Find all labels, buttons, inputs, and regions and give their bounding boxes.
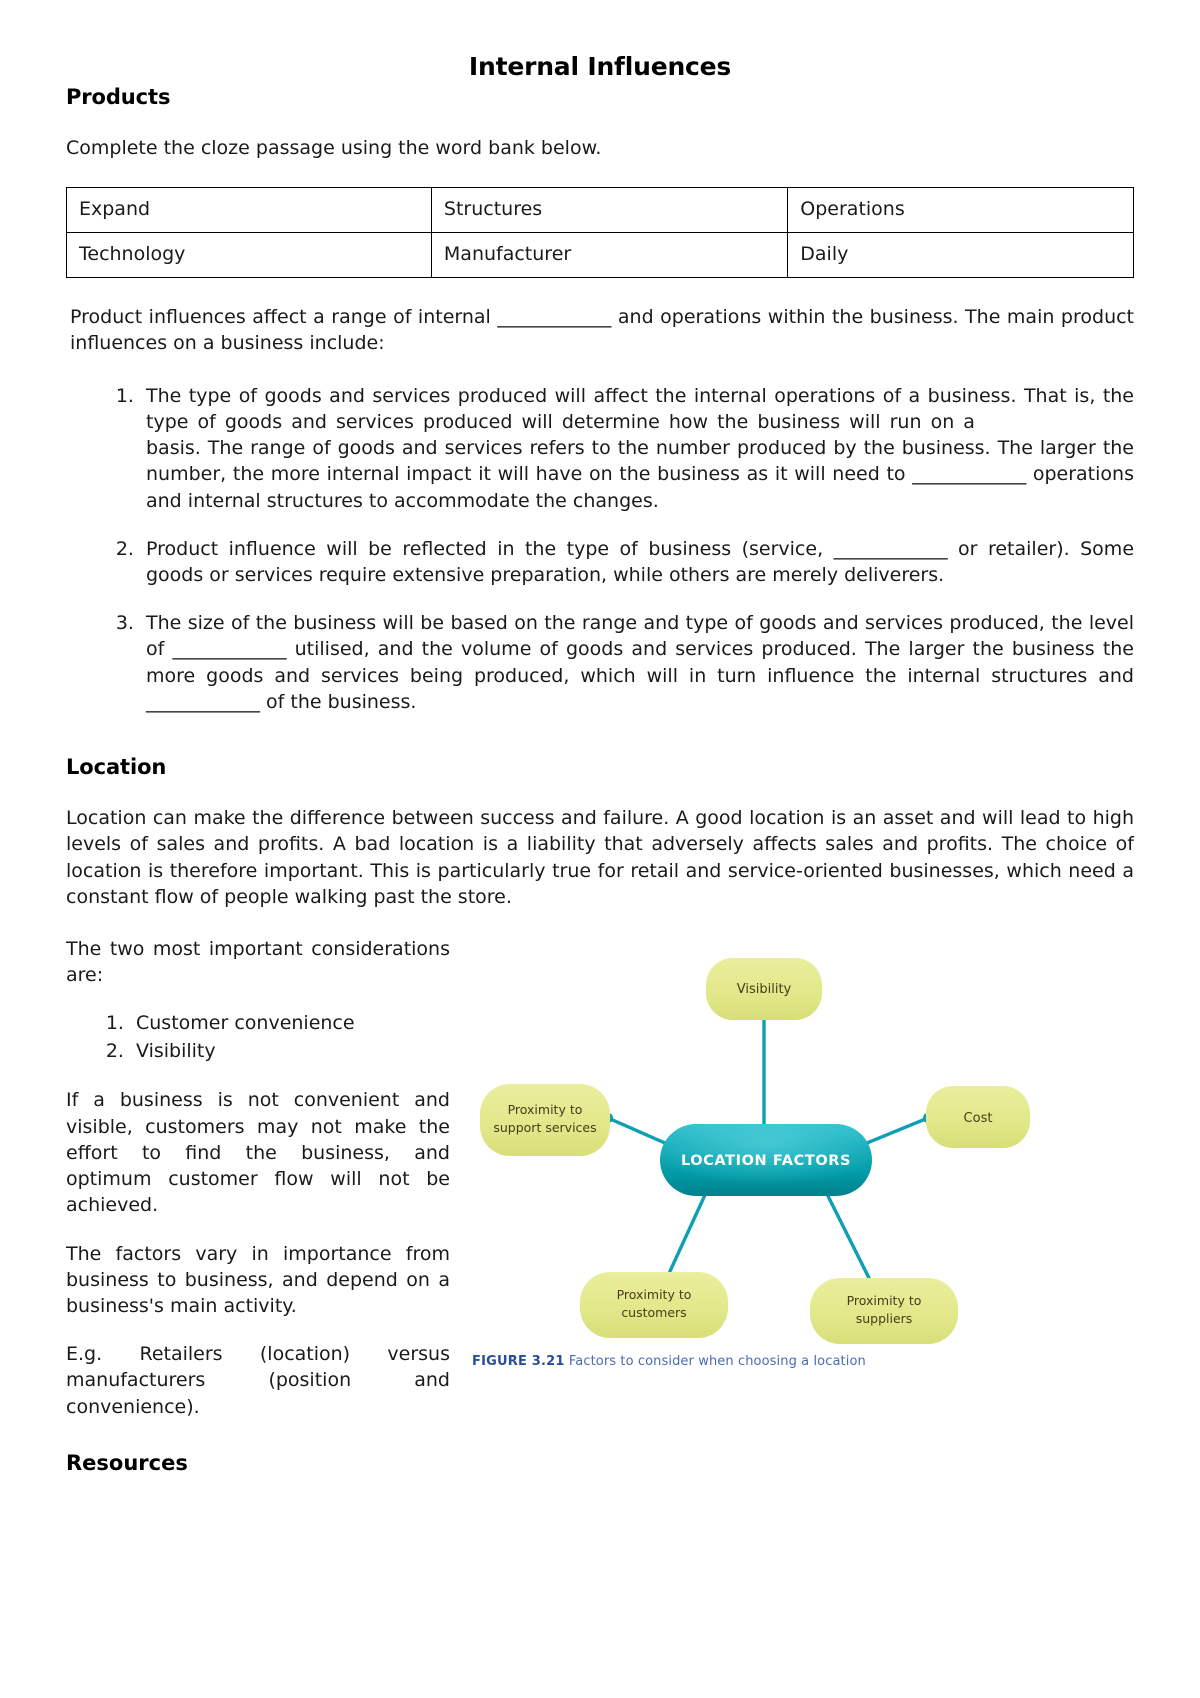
item2-part1: Product influence will be reflected in the type of business (service, — [146, 537, 834, 560]
item3-part1: The size of the business will be based on the range and type of goods and services produced, the level of — [146, 612, 1134, 661]
cloze-blank: ____________ — [172, 638, 287, 661]
list-item — [140, 610, 1134, 715]
word-bank-cell: Daily — [788, 233, 1134, 278]
word-bank-cell: Expand — [67, 188, 432, 233]
mind-map-diagram — [458, 936, 1058, 1356]
location-factors-figure — [458, 936, 1058, 1369]
node-label-visibility: Visibility — [736, 981, 792, 997]
resources-heading: Resources — [66, 1451, 188, 1476]
word-bank-cell: Manufacturer — [431, 233, 787, 278]
products-intro-paragraph — [66, 304, 1134, 356]
item3-part2: utilised, and the volume of goods and services produced. The larger the business the more goods and services being produced, which will in turn influence the internal structures and — [146, 638, 1134, 687]
location-text-column — [66, 936, 450, 1442]
node-label-suppliers-line1: Proximity to — [846, 1292, 922, 1308]
item1-part3: operations and internal structures to accommodate the changes. — [146, 463, 1134, 512]
word-bank-cell: Operations — [788, 188, 1134, 233]
item1-part2: basis. The range of goods and services refers to the number produced by the business. The larger the number, the more internal impact it will have on the business as it will need to — [146, 437, 1134, 486]
node-proximity-customers — [580, 1272, 728, 1338]
node-label-support-services-line2: support services — [493, 1119, 597, 1135]
cloze-blank: ____________ — [833, 537, 948, 560]
node-label-suppliers-line2: suppliers — [855, 1310, 913, 1326]
node-label-customers-line1: Proximity to — [616, 1286, 692, 1302]
node-visibility — [706, 958, 822, 1020]
intro-text-before: Product influences affect a range of internal — [70, 306, 498, 329]
table-row — [67, 188, 1134, 233]
word-bank-cell: Technology — [67, 233, 432, 278]
figure-caption — [472, 1354, 1058, 1369]
item2-part2: or retailer). Some goods or services require extensive preparation, while others are merely deliverers. — [146, 537, 1135, 586]
node-proximity-support-services — [480, 1084, 610, 1156]
product-influences-list — [66, 383, 1134, 715]
cloze-blank: ____________ — [912, 463, 1027, 486]
node-location-factors-center — [660, 1124, 872, 1196]
node-label-customers-line2: customers — [621, 1304, 687, 1320]
item3-part3: of the business. — [260, 690, 417, 713]
location-paragraph-2: The two most important considerations are: — [66, 937, 450, 987]
node-label-support-services-line1: Proximity to — [507, 1101, 583, 1117]
page-title: Internal Influences — [468, 52, 732, 81]
location-content-columns — [66, 936, 1134, 1442]
item1-part1: The type of goods and services produced will affect the internal operations of a business. That is, the type of goods and services produced will determine how the business will run on a — [146, 384, 1134, 433]
location-paragraph-5: E.g. Retailers (location) versus manufacturers (position and convenience). — [66, 1343, 450, 1418]
center-node-label: LOCATION FACTORS — [680, 1152, 852, 1169]
intro-text-after: and operations within the business. The main product influences on a business include: — [70, 306, 1135, 355]
word-bank-cell: Structures — [431, 188, 787, 233]
node-proximity-suppliers — [810, 1278, 958, 1344]
figure-number: FIGURE 3.21 — [472, 1353, 565, 1369]
location-figure-column — [450, 936, 1134, 1369]
list-item — [140, 536, 1134, 588]
node-label-cost: Cost — [963, 1110, 993, 1126]
list-item — [140, 383, 1134, 514]
location-paragraph-3: If a business is not convenient and visible, customers may not make the effort to find the business, and optimum customer flow will not be achieved. — [66, 1089, 450, 1217]
considerations-list — [66, 1010, 450, 1065]
cloze-blank: ____________ — [146, 690, 260, 713]
word-bank-table — [66, 187, 1134, 278]
list-item: 2. Visibility — [130, 1038, 450, 1066]
figure-caption-text: Factors to consider when choosing a location — [568, 1353, 866, 1369]
table-row — [67, 233, 1134, 278]
location-paragraph-4: The factors vary in importance from business to business, and depend on a business's main activity. — [66, 1242, 450, 1317]
list-item: 1. Customer convenience — [130, 1010, 450, 1038]
location-heading: Location — [66, 755, 167, 780]
products-instruction: Complete the cloze passage using the word bank below. — [66, 137, 602, 159]
location-paragraph-1: Location can make the difference between success and failure. A good location is an asset and will lead to high levels of sales and profits. A bad location is a liability that adversely affects sales and profits. The choice of location is therefore important. This is particularly true for retail and service-oriented businesses, which need a constant flow of people walking past the store. — [66, 807, 1134, 908]
products-heading: Products — [66, 85, 171, 109]
node-cost — [926, 1086, 1030, 1148]
cloze-blank: ____________ — [497, 306, 612, 329]
